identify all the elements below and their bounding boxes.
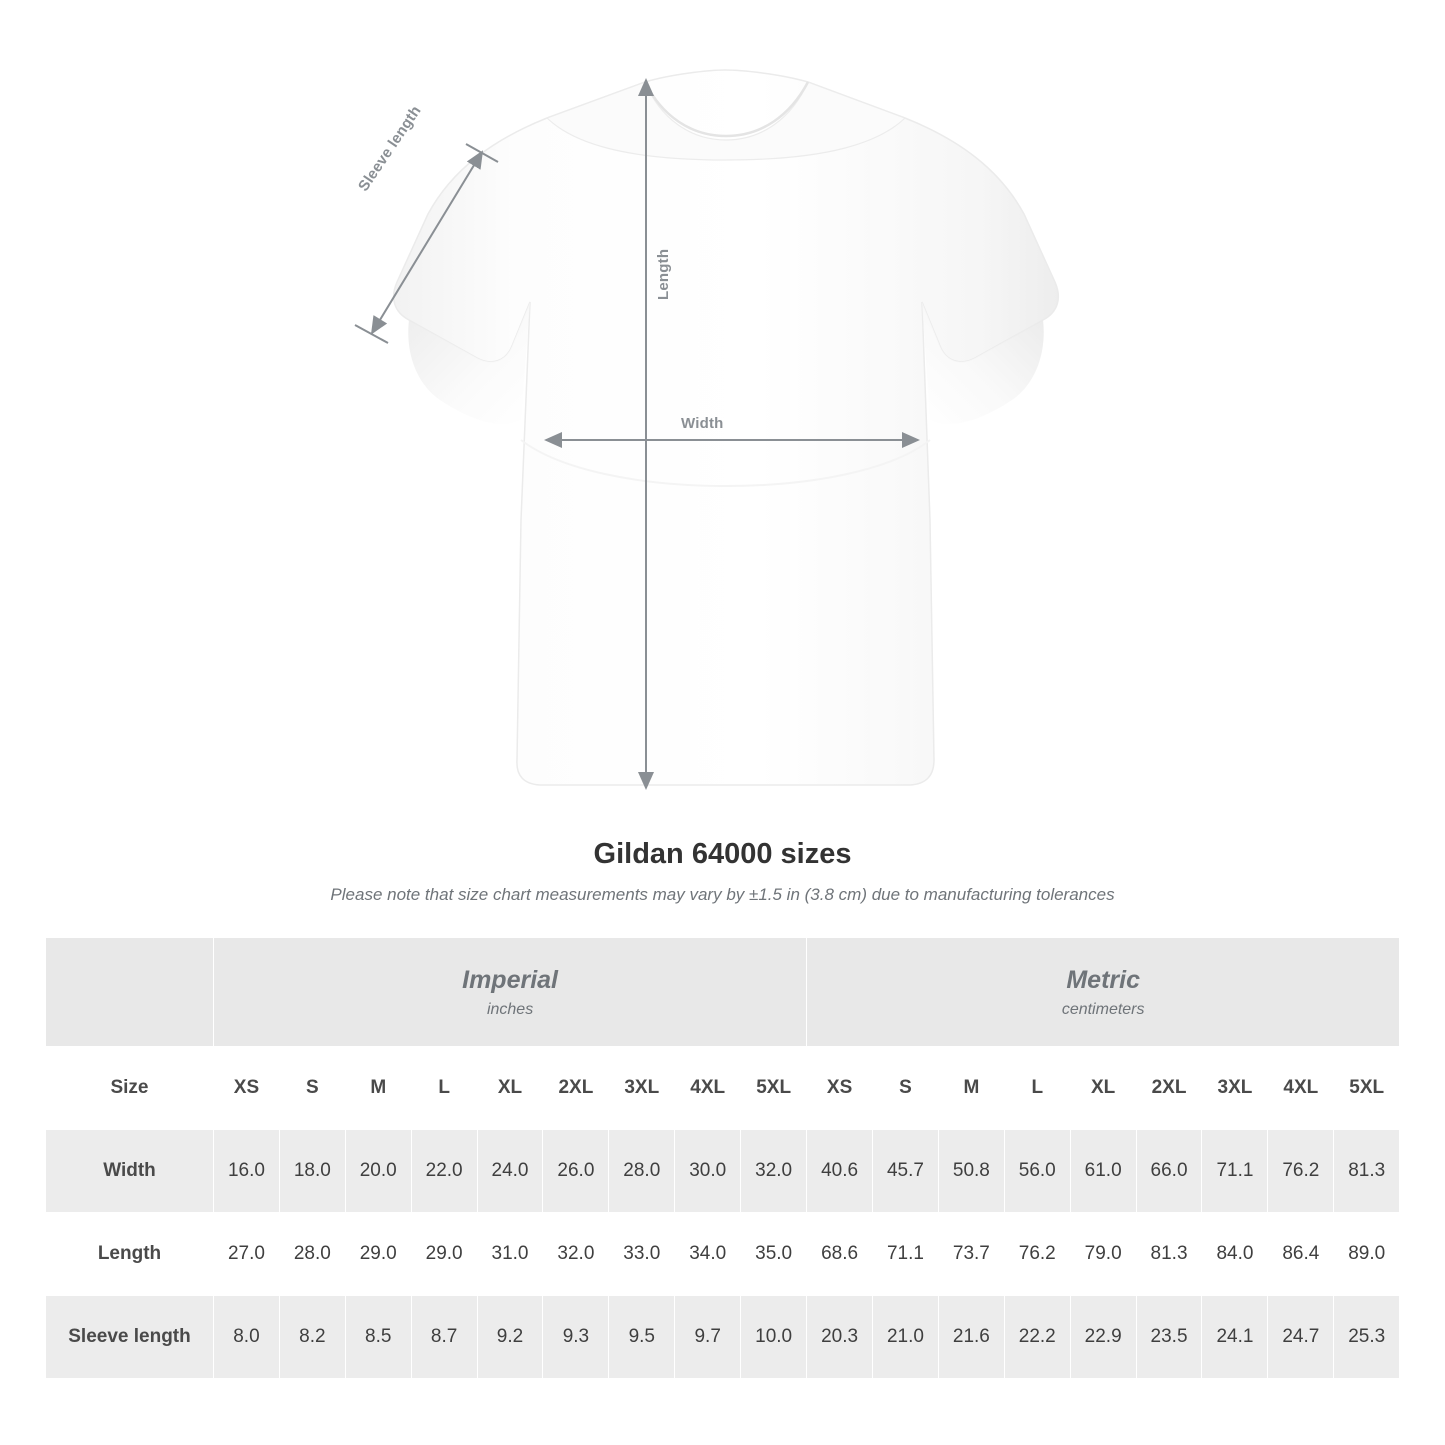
cell: 18.0 (279, 1130, 345, 1213)
cell: 9.5 (609, 1296, 675, 1379)
cell: 20.0 (345, 1130, 411, 1213)
cell: 22.9 (1070, 1296, 1136, 1379)
cell: 32.0 (543, 1213, 609, 1296)
unit-imperial-title: Imperial (462, 966, 558, 994)
cell: 71.1 (873, 1213, 939, 1296)
cell: 26.0 (543, 1130, 609, 1213)
cell: 28.0 (279, 1213, 345, 1296)
size-header-cell: 3XL (1202, 1047, 1268, 1130)
unit-metric (807, 938, 1400, 1047)
table-row (46, 1213, 1400, 1296)
cell: 27.0 (214, 1213, 280, 1296)
cell: 29.0 (345, 1213, 411, 1296)
tshirt-shape (394, 70, 1059, 785)
cell: 68.6 (807, 1213, 873, 1296)
sleeve-length-label: Sleeve length (355, 102, 425, 195)
cell: 21.0 (873, 1296, 939, 1379)
size-header-cell: 4XL (675, 1047, 741, 1130)
cell: 25.3 (1334, 1296, 1400, 1379)
title-block (0, 838, 1445, 905)
table-row (46, 1130, 1400, 1213)
size-header-cell: 2XL (543, 1047, 609, 1130)
cell: 24.0 (477, 1130, 543, 1213)
size-header-cell: L (411, 1047, 477, 1130)
size-header-cell: L (1004, 1047, 1070, 1130)
cell: 79.0 (1070, 1213, 1136, 1296)
size-header-cell: 3XL (609, 1047, 675, 1130)
cell: 61.0 (1070, 1130, 1136, 1213)
cell: 22.2 (1004, 1296, 1070, 1379)
cell: 24.1 (1202, 1296, 1268, 1379)
cell: 16.0 (214, 1130, 280, 1213)
length-label: Length (655, 248, 672, 300)
size-table-wrapper (45, 937, 1400, 1379)
cell: 81.3 (1136, 1213, 1202, 1296)
cell: 56.0 (1004, 1130, 1070, 1213)
cell: 8.0 (214, 1296, 280, 1379)
cell: 9.7 (675, 1296, 741, 1379)
size-header-cell: XL (477, 1047, 543, 1130)
row-label-width: Width (46, 1130, 214, 1213)
cell: 8.2 (279, 1296, 345, 1379)
cell: 20.3 (807, 1296, 873, 1379)
cell: 30.0 (675, 1130, 741, 1213)
cell: 8.5 (345, 1296, 411, 1379)
cell: 31.0 (477, 1213, 543, 1296)
cell: 76.2 (1004, 1213, 1070, 1296)
size-header-cell: 5XL (1334, 1047, 1400, 1130)
cell: 73.7 (938, 1213, 1004, 1296)
size-header-cell: XS (214, 1047, 280, 1130)
size-header-cell: 2XL (1136, 1047, 1202, 1130)
cell: 29.0 (411, 1213, 477, 1296)
size-header-cell: XL (1070, 1047, 1136, 1130)
row-label-length: Length (46, 1213, 214, 1296)
cell: 45.7 (873, 1130, 939, 1213)
unit-imperial (214, 938, 807, 1047)
size-header-cell: XS (807, 1047, 873, 1130)
cell: 32.0 (741, 1130, 807, 1213)
cell: 23.5 (1136, 1296, 1202, 1379)
page-title: Gildan 64000 sizes (593, 838, 852, 870)
size-header-cell: M (345, 1047, 411, 1130)
cell: 21.6 (938, 1296, 1004, 1379)
cell: 28.0 (609, 1130, 675, 1213)
unit-imperial-sub: inches (486, 1001, 534, 1018)
cell: 9.2 (477, 1296, 543, 1379)
table-row (46, 1296, 1400, 1379)
size-header-row (46, 1047, 1400, 1130)
size-header-cell: S (873, 1047, 939, 1130)
unit-metric-title: Metric (1066, 966, 1140, 994)
cell: 8.7 (411, 1296, 477, 1379)
cell: 76.2 (1268, 1130, 1334, 1213)
unit-band-spacer (46, 938, 214, 1047)
size-header-cell: S (279, 1047, 345, 1130)
cell: 66.0 (1136, 1130, 1202, 1213)
tolerance-note: Please note that size chart measurements may vary by ±1.5 in (3.8 cm) due to manufacturing tolerances (330, 885, 1115, 904)
unit-band-row (46, 938, 1400, 1047)
size-header-cell: 5XL (741, 1047, 807, 1130)
cell: 34.0 (675, 1213, 741, 1296)
cell: 71.1 (1202, 1130, 1268, 1213)
size-header-label: Size (46, 1047, 214, 1130)
cell: 84.0 (1202, 1213, 1268, 1296)
cell: 22.0 (411, 1130, 477, 1213)
cell: 89.0 (1334, 1213, 1400, 1296)
row-label-sleeve-length: Sleeve length (46, 1296, 214, 1379)
cell: 9.3 (543, 1296, 609, 1379)
size-header-cell: 4XL (1268, 1047, 1334, 1130)
width-label: Width (681, 415, 724, 432)
unit-metric-sub: centimeters (1061, 1001, 1145, 1018)
size-header-cell: M (938, 1047, 1004, 1130)
cell: 81.3 (1334, 1130, 1400, 1213)
cell: 86.4 (1268, 1213, 1334, 1296)
cell: 35.0 (741, 1213, 807, 1296)
cell: 50.8 (938, 1130, 1004, 1213)
size-table (45, 937, 1400, 1379)
cell: 24.7 (1268, 1296, 1334, 1379)
cell: 33.0 (609, 1213, 675, 1296)
cell: 10.0 (741, 1296, 807, 1379)
cell: 40.6 (807, 1130, 873, 1213)
